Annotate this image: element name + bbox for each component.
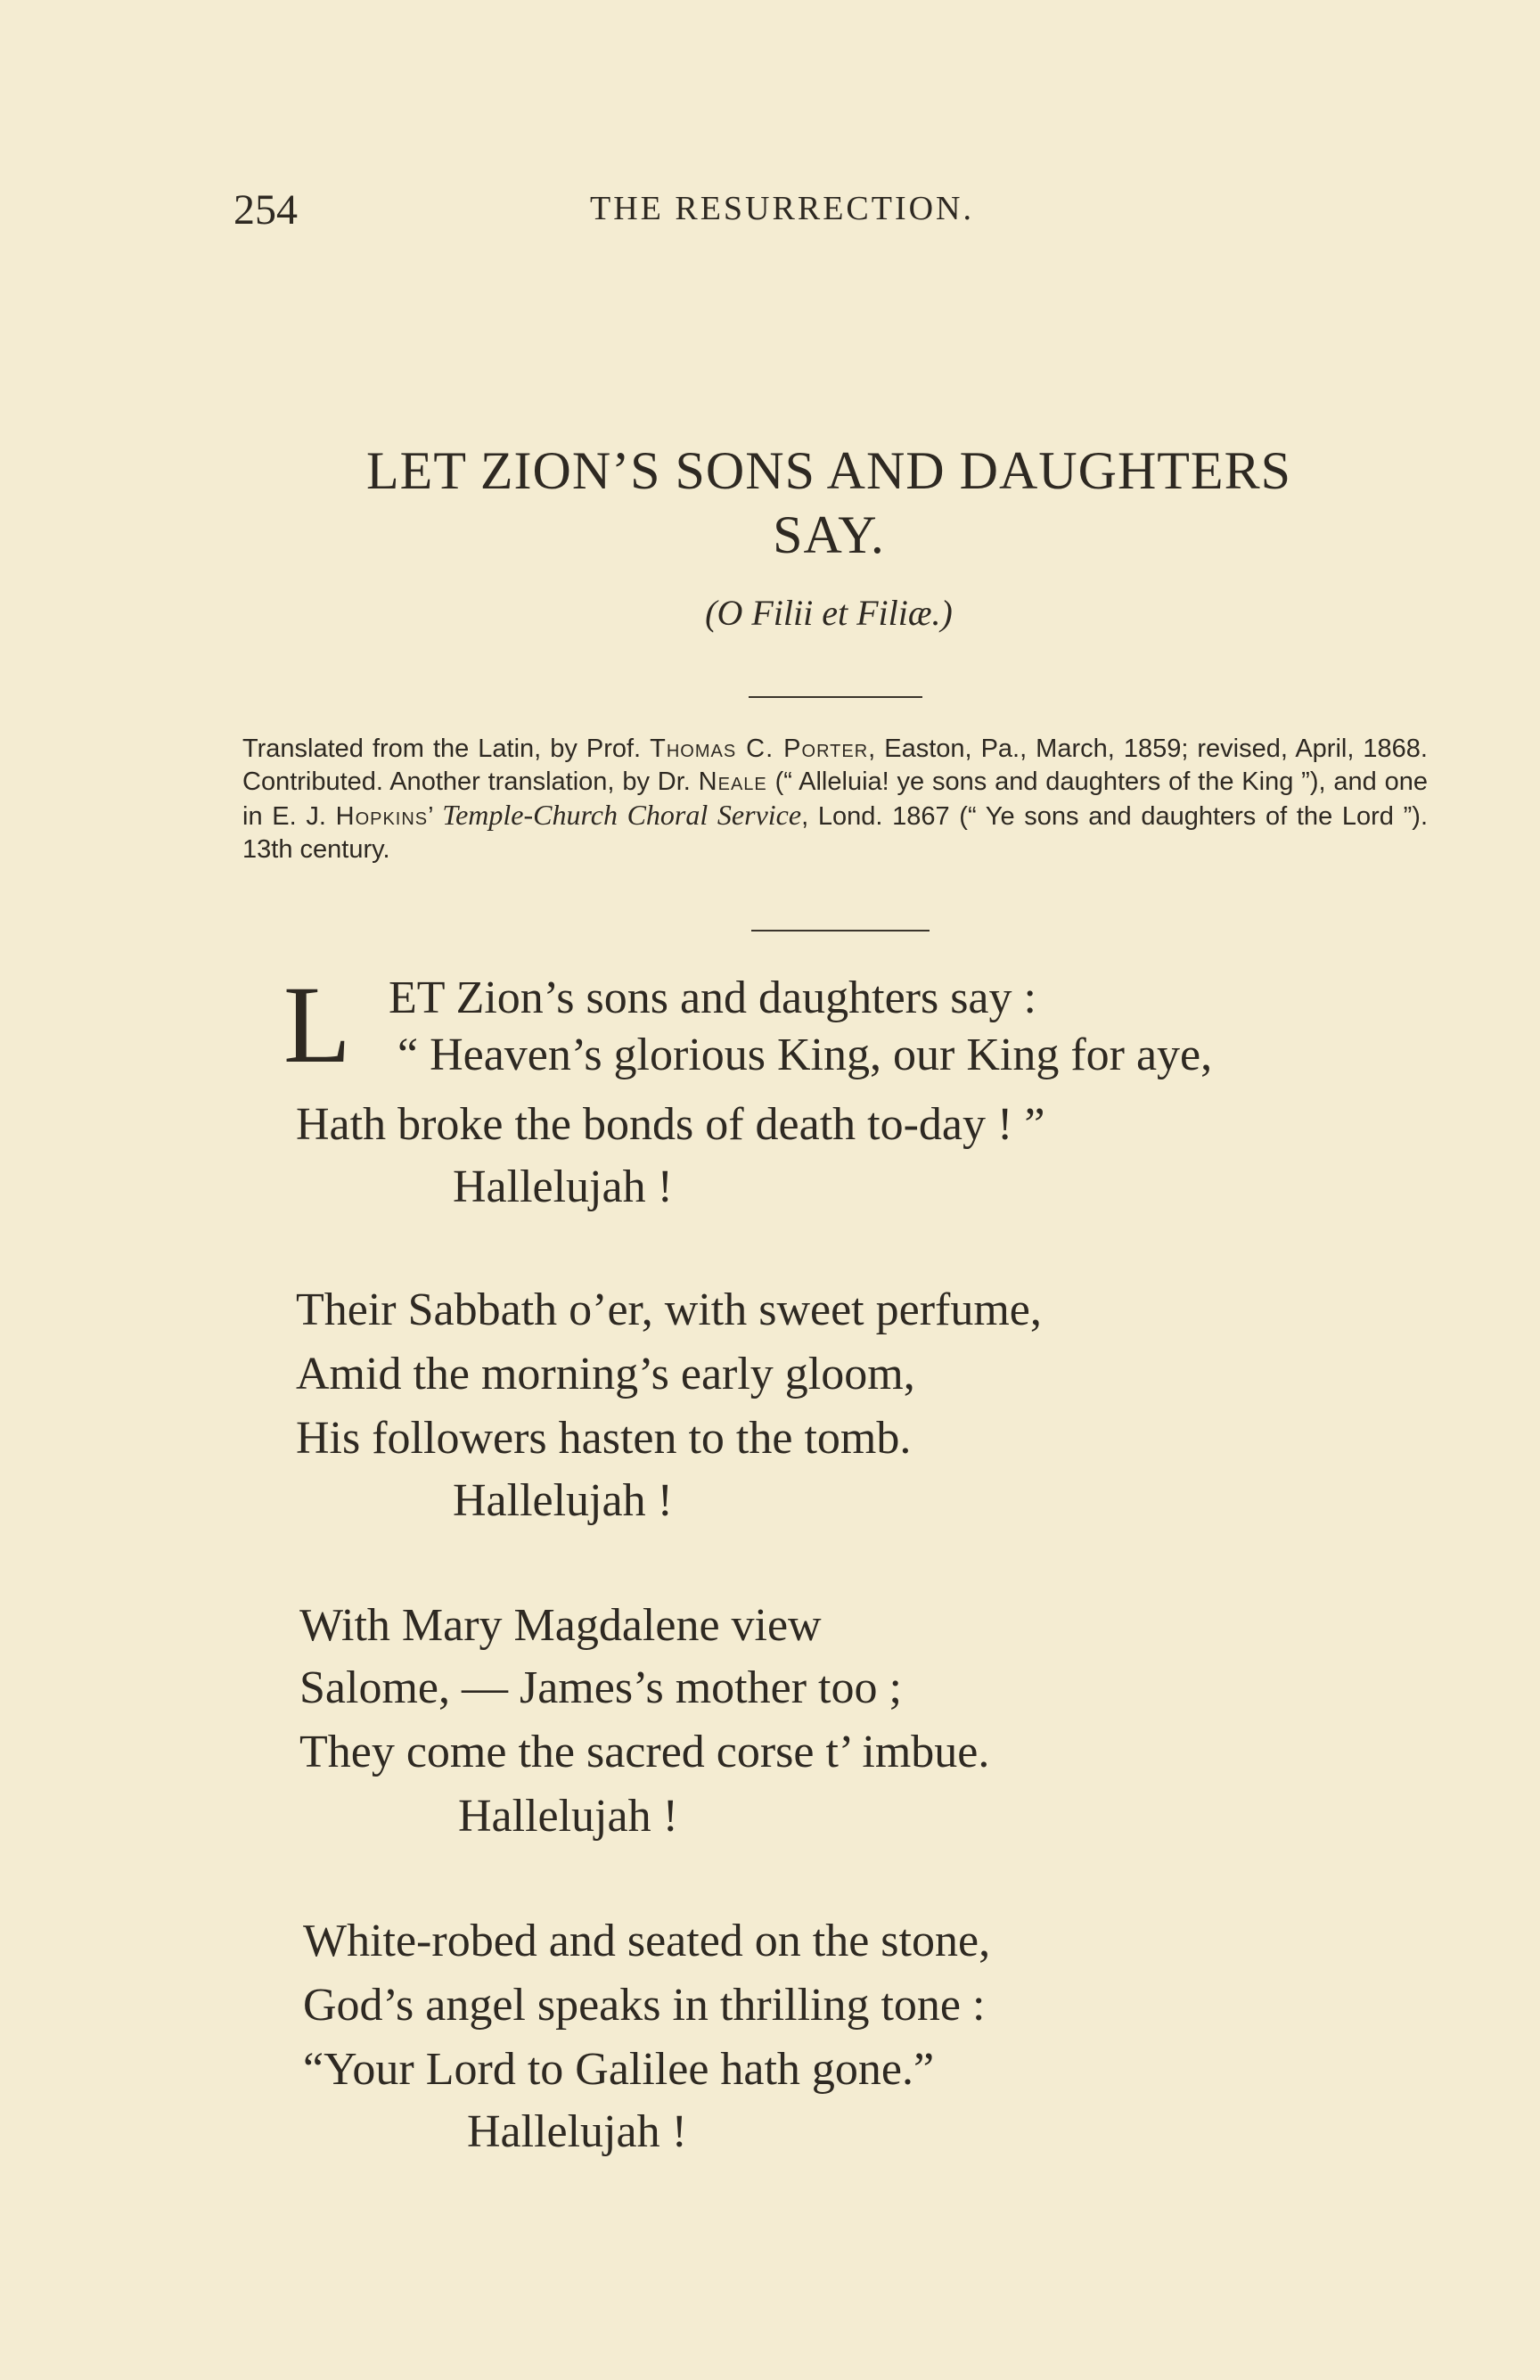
verse-4-line-4: Hallelujah !: [467, 2106, 687, 2157]
verse-3-line-2: Salome, — James’s mother too ;: [299, 1662, 902, 1713]
verse-3-line-3: They come the sacred corse t’ imbue.: [299, 1727, 990, 1777]
verse-1-line-4: Hallelujah !: [453, 1161, 673, 1212]
note-text-5: , Lond. 1867 (“ Ye sons and daughters of the Lord ”). 13th century.: [242, 802, 1428, 864]
hymn-title-line-1: LET ZION’S SONS AND DAUGHTERS: [366, 441, 1291, 500]
verse-2-line-4: Hallelujah !: [453, 1475, 673, 1526]
note-text-1: Translated from the Latin, by Prof.: [242, 735, 651, 763]
divider-rule-bottom: [751, 930, 930, 931]
verse-2-line-2: Amid the morning’s early gloom,: [296, 1349, 915, 1399]
hopkins-name: Hopkins: [335, 802, 429, 831]
translation-note: [242, 733, 1428, 866]
note-text-4: ’: [428, 802, 443, 831]
verse-1-line-3: Hath broke the bonds of death to-day ! ”: [296, 1099, 1045, 1150]
verse-4-line-3: “Your Lord to Galilee hath gone.”: [303, 2044, 935, 2095]
note-text-2: , Easton, Pa., March, 1859; revised, April, 1868. Contributed. Another translation, by Dr.: [242, 735, 1428, 796]
verse-1-line-1: ET Zion’s sons and daughters say :: [389, 973, 1036, 1023]
running-head: [0, 185, 1540, 239]
hymn-title-line-2: SAY.: [773, 505, 885, 564]
verse-4-line-2: God’s angel speaks in thrilling tone :: [303, 1980, 986, 2031]
verse-1-line-2: “ Heaven’s glorious King, our King for aye,: [397, 1030, 1213, 1080]
running-title: THE RESURRECTION.: [590, 190, 974, 227]
verse-3-line-4: Hallelujah !: [458, 1791, 678, 1842]
verse-2-line-1: Their Sabbath o’er, with sweet perfume,: [296, 1284, 1042, 1335]
page-number: 254: [233, 186, 298, 234]
porter-name: Thomas C. Porter: [650, 735, 869, 763]
note-text-3: (“ Alleluia! ye sons and daughters of the King ”), and one in E. J.: [242, 767, 1428, 831]
work-title: Temple-Church Choral Service: [442, 799, 802, 831]
hymn-subtitle: (O Filii et Filiæ.): [705, 593, 953, 633]
verse-4-line-1: White-robed and seated on the stone,: [303, 1916, 991, 1966]
divider-rule-top: [749, 696, 922, 698]
neale-name: Neale: [698, 767, 767, 796]
verse-3-line-1: With Mary Magdalene view: [299, 1600, 822, 1651]
drop-cap: L: [283, 964, 351, 1086]
verse-2-line-3: His followers hasten to the tomb.: [296, 1413, 912, 1464]
